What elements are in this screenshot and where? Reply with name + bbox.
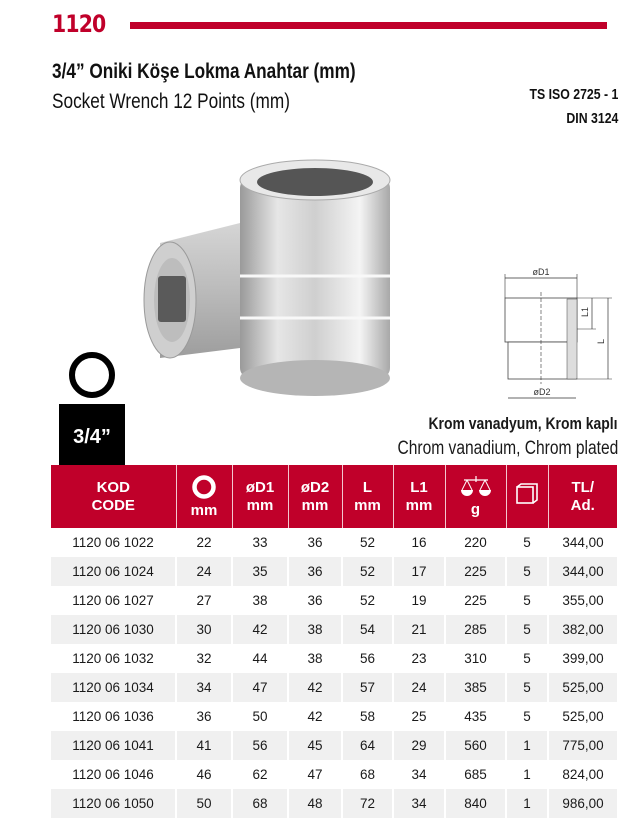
col-header-package	[506, 465, 548, 528]
cell-size: 30	[176, 615, 232, 644]
cell-l: 57	[342, 673, 393, 702]
cell-weight: 435	[445, 702, 506, 731]
cell-package: 1	[506, 760, 548, 789]
cell-code: 1120 06 1027	[72, 593, 154, 608]
cell-l1: 17	[393, 557, 445, 586]
product-title-en: Socket Wrench 12 Points (mm)	[52, 90, 290, 113]
cell-d1: 50	[232, 702, 288, 731]
cell-price: 382,00	[548, 615, 617, 644]
cell-d2: 38	[288, 615, 342, 644]
cell-price: 525,00	[548, 673, 617, 702]
cell-code: 1120 06 1030	[51, 615, 176, 644]
cell-l: 68	[342, 760, 393, 789]
cell-package: 5	[506, 557, 548, 586]
drawing-label-d1: øD1	[532, 267, 550, 277]
material-tr: Krom vanadyum, Krom kaplı	[428, 414, 618, 433]
cell-d2: 36	[288, 528, 342, 557]
cell-l: 58	[342, 702, 393, 731]
drawing-label-l: L	[596, 338, 606, 344]
cell-package: 5	[506, 586, 548, 615]
table-row	[51, 673, 617, 702]
cell-size: 36	[176, 702, 232, 731]
cell-price: 824,00	[548, 760, 617, 789]
cell-code: 1120 06 1041	[51, 731, 176, 760]
cell-package: 1	[506, 731, 548, 760]
box-icon	[515, 482, 539, 506]
spec-table	[51, 465, 617, 818]
cell-code: 1120 06 1034	[51, 673, 176, 702]
product-photo	[140, 158, 440, 413]
cell-package: 5	[506, 673, 548, 702]
cell-l: 64	[342, 731, 393, 760]
cell-price: 775,00	[548, 731, 617, 760]
col-header-code: KOD CODE	[51, 465, 176, 528]
cell-d1: 42	[232, 615, 288, 644]
cell-d2: 42	[288, 702, 342, 731]
table-row	[51, 702, 617, 731]
table-row	[51, 586, 617, 615]
col-header-size: mm	[176, 465, 232, 528]
cell-code: 1120 06 1032	[72, 651, 154, 666]
cell-size: 32	[176, 644, 232, 673]
cell-d1: 62	[232, 760, 288, 789]
cell-weight: 560	[445, 731, 506, 760]
cell-package: 5	[506, 702, 548, 731]
col-header-d1: øD1 mm	[232, 465, 288, 528]
cell-weight: 220	[445, 528, 506, 557]
cell-l1: 29	[393, 731, 445, 760]
cell-d1: 38	[232, 586, 288, 615]
cell-d2: 47	[288, 760, 342, 789]
cell-code: 1120 06 1050	[51, 789, 176, 818]
cell-package: 5	[506, 528, 548, 557]
technical-drawing	[480, 262, 640, 402]
drawing-label-d2: øD2	[533, 387, 551, 397]
cell-d1: 35	[232, 557, 288, 586]
cell-l: 52	[342, 557, 393, 586]
cell-weight: 385	[445, 673, 506, 702]
cell-l1: 25	[393, 702, 445, 731]
header-divider-bar	[130, 22, 607, 29]
cell-price: 525,00	[548, 702, 617, 731]
table-row	[51, 615, 617, 644]
cell-price: 344,00	[548, 528, 617, 557]
table-row	[51, 644, 617, 673]
cell-size: 46	[176, 760, 232, 789]
cell-d2: 38	[288, 644, 342, 673]
cell-weight: 225	[445, 586, 506, 615]
cell-weight: 285	[445, 615, 506, 644]
table-row	[51, 760, 617, 789]
drive-size-label: 3/4”	[73, 425, 111, 448]
cell-price: 986,00	[548, 789, 617, 818]
cell-package: 5	[506, 615, 548, 644]
table-row	[51, 789, 617, 818]
cell-size: 50	[176, 789, 232, 818]
ring-icon	[191, 474, 217, 500]
cell-d2: 36	[288, 557, 342, 586]
cell-size: 34	[176, 673, 232, 702]
cell-price: 344,00	[548, 557, 617, 586]
drive-size-badge	[59, 404, 125, 470]
cell-package: 5	[506, 644, 548, 673]
cell-l: 52	[342, 586, 393, 615]
product-title-tr: 3/4” Oniki Köşe Lokma Anahtar (mm)	[52, 60, 356, 83]
cell-l1: 24	[393, 673, 445, 702]
cell-code: 1120 06 1022	[72, 535, 154, 550]
cell-size: 22	[176, 528, 232, 557]
cell-code: 1120 06 1036	[72, 709, 154, 724]
cell-l: 54	[342, 615, 393, 644]
cell-size: 41	[176, 731, 232, 760]
cell-l: 72	[342, 789, 393, 818]
cell-d1: 44	[232, 644, 288, 673]
cell-l1: 21	[393, 615, 445, 644]
cell-weight: 310	[445, 644, 506, 673]
series-number: 1120	[52, 10, 106, 38]
ring-icon	[69, 352, 115, 398]
cell-l: 52	[342, 528, 393, 557]
cell-l1: 34	[393, 789, 445, 818]
cell-size: 24	[176, 557, 232, 586]
cell-l1: 19	[393, 586, 445, 615]
col-header-price: TL/ Ad.	[548, 465, 617, 528]
table-row	[51, 731, 617, 760]
drawing-label-l1: L1	[580, 306, 590, 317]
col-header-weight: g	[445, 465, 506, 528]
cell-d2: 36	[288, 586, 342, 615]
cell-l1: 34	[393, 760, 445, 789]
cell-weight: 685	[445, 760, 506, 789]
material-en: Chrom vanadium, Chrom plated	[397, 438, 618, 459]
cell-size: 27	[176, 586, 232, 615]
cell-d1: 33	[232, 528, 288, 557]
cell-weight: 840	[445, 789, 506, 818]
cell-price: 399,00	[548, 644, 617, 673]
cell-l1: 23	[393, 644, 445, 673]
twelve-point-socket	[240, 160, 390, 396]
cell-d2: 42	[288, 673, 342, 702]
cell-l: 56	[342, 644, 393, 673]
cell-d2: 48	[288, 789, 342, 818]
scale-icon	[460, 475, 492, 499]
standard-iso: TS ISO 2725 - 1	[529, 86, 618, 103]
cell-code: 1120 06 1046	[72, 767, 154, 782]
cell-package: 1	[506, 789, 548, 818]
cell-d1: 68	[232, 789, 288, 818]
cell-d2: 45	[288, 731, 342, 760]
cell-d1: 56	[232, 731, 288, 760]
cell-d1: 47	[232, 673, 288, 702]
cell-code: 1120 06 1024	[51, 557, 176, 586]
col-header-l: L mm	[342, 465, 393, 528]
table-row	[51, 557, 617, 586]
standard-din: DIN 3124	[566, 110, 618, 127]
cell-l1: 16	[393, 528, 445, 557]
cell-weight: 225	[445, 557, 506, 586]
cell-price: 355,00	[548, 586, 617, 615]
col-header-d2: øD2 mm	[288, 465, 342, 528]
col-header-l1: L1 mm	[393, 465, 445, 528]
table-header-row	[51, 465, 617, 528]
table-row	[51, 528, 617, 557]
